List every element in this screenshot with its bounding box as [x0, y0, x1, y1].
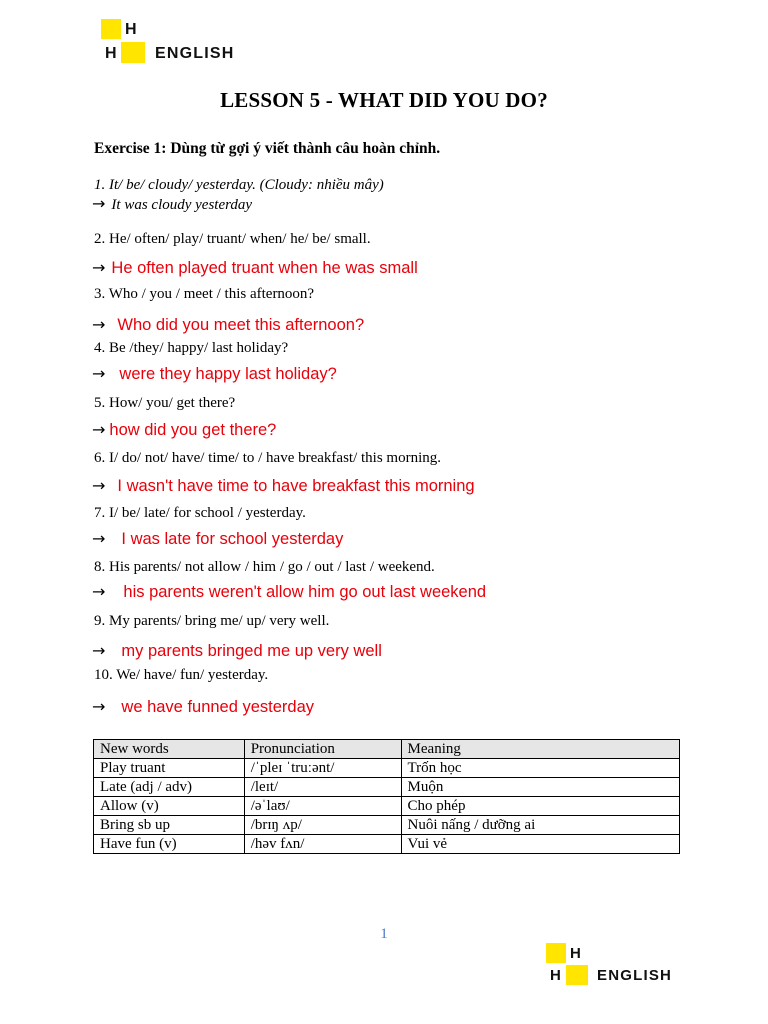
example-answer — [92, 194, 252, 214]
arrow-icon: → — [92, 476, 106, 495]
answer-line — [92, 641, 382, 661]
table-cell: Late (adj / adv) — [94, 778, 245, 797]
table-cell: Play truant — [94, 759, 245, 778]
answer-text: Who did you meet this afternoon? — [117, 316, 365, 334]
table-cell: Muộn — [401, 778, 679, 797]
logo-letter: H — [125, 21, 137, 38]
logo-word: ENGLISH — [597, 967, 673, 984]
question-prompt: 7. I/ be/ late/ for school / yesterday. — [94, 505, 306, 521]
example-answer-text: It was cloudy yesterday — [111, 197, 253, 213]
answer-text: I was late for school yesterday — [121, 530, 344, 548]
question-prompt: 8. His parents/ not allow / him / go / out / last / weekend. — [94, 559, 435, 575]
question-prompt: 6. I/ do/ not/ have/ time/ to / have breakfast/ this morning. — [94, 450, 442, 466]
table-cell: /brɪŋ ʌp/ — [244, 816, 401, 835]
arrow-icon: → — [92, 194, 106, 213]
answer-text: I wasn't have time to have breakfast this morning — [117, 477, 475, 495]
logo-letter: H — [105, 45, 117, 62]
arrow-icon: → — [92, 258, 106, 277]
table-cell: /əˈlaʊ/ — [244, 797, 401, 816]
table-row — [94, 835, 680, 854]
question-prompt: 4. Be /they/ happy/ last holiday? — [94, 340, 289, 356]
table-cell: /leɪt/ — [244, 778, 401, 797]
table-cell: Have fun (v) — [94, 835, 245, 854]
arrow-icon: → — [92, 364, 106, 383]
arrow-icon: → — [92, 641, 106, 660]
answer-line — [92, 420, 276, 440]
question-prompt: 10. We/ have/ fun/ yesterday. — [94, 667, 269, 683]
table-cell: Bring sb up — [94, 816, 245, 835]
table-row — [94, 797, 680, 816]
arrow-icon: → — [92, 529, 106, 548]
column-header: Pronunciation — [244, 740, 401, 759]
table-cell: Cho phép — [401, 797, 679, 816]
example-prompt: 1. It/ be/ cloudy/ yesterday. (Cloudy: nhiều mây) — [94, 177, 384, 193]
page-number: 1 — [380, 926, 388, 942]
exercise-heading: Exercise 1: Dùng từ gợi ý viết thành câu hoàn chỉnh. — [94, 140, 441, 157]
answer-text: were they happy last holiday? — [119, 365, 337, 383]
footer-logo — [546, 943, 686, 987]
answer-line — [92, 697, 314, 717]
answer-line — [92, 476, 475, 496]
table-cell: /ˈpleɪ ˈtruːənt/ — [244, 759, 401, 778]
table-row — [94, 816, 680, 835]
logo-square — [566, 965, 588, 985]
table-cell: Nuôi nấng / dưỡng ai — [401, 816, 679, 835]
answer-line — [92, 258, 418, 278]
arrow-icon: → — [92, 697, 106, 716]
answer-text: He often played truant when he was small — [111, 259, 418, 277]
table-row — [94, 759, 680, 778]
column-header: New words — [94, 740, 245, 759]
logo-word: ENGLISH — [155, 45, 235, 62]
column-header: Meaning — [401, 740, 679, 759]
answer-line — [92, 529, 343, 549]
answer-text: my parents bringed me up very well — [121, 642, 382, 660]
table-row — [94, 778, 680, 797]
logo-square — [121, 42, 145, 63]
table-header-row — [94, 740, 680, 759]
question-prompt: 5. How/ you/ get there? — [94, 395, 236, 411]
question-prompt: 9. My parents/ bring me/ up/ very well. — [94, 613, 330, 629]
logo-letter: H — [570, 945, 581, 962]
logo-square — [546, 943, 566, 963]
vocabulary-table — [93, 739, 680, 854]
logo-letter: H — [550, 967, 561, 984]
arrow-icon: → — [92, 420, 106, 439]
table-cell: Trốn học — [401, 759, 679, 778]
logo-square — [101, 19, 121, 39]
answer-text: we have funned yesterday — [121, 698, 315, 716]
header-logo — [101, 19, 241, 65]
question-prompt: 3. Who / you / meet / this afternoon? — [94, 286, 315, 302]
answer-line — [92, 364, 337, 384]
table-cell: /həv fʌn/ — [244, 835, 401, 854]
answer-text: how did you get there? — [109, 421, 277, 439]
table-cell: Vui vẻ — [401, 835, 679, 854]
answer-line — [92, 582, 486, 602]
answer-line — [92, 315, 364, 335]
arrow-icon: → — [92, 582, 106, 601]
answer-text: his parents weren't allow him go out last weekend — [123, 583, 487, 601]
arrow-icon: → — [92, 315, 106, 334]
page-title: LESSON 5 - WHAT DID YOU DO? — [220, 88, 548, 112]
question-prompt: 2. He/ often/ play/ truant/ when/ he/ be/ small. — [94, 231, 371, 247]
table-cell: Allow (v) — [94, 797, 245, 816]
